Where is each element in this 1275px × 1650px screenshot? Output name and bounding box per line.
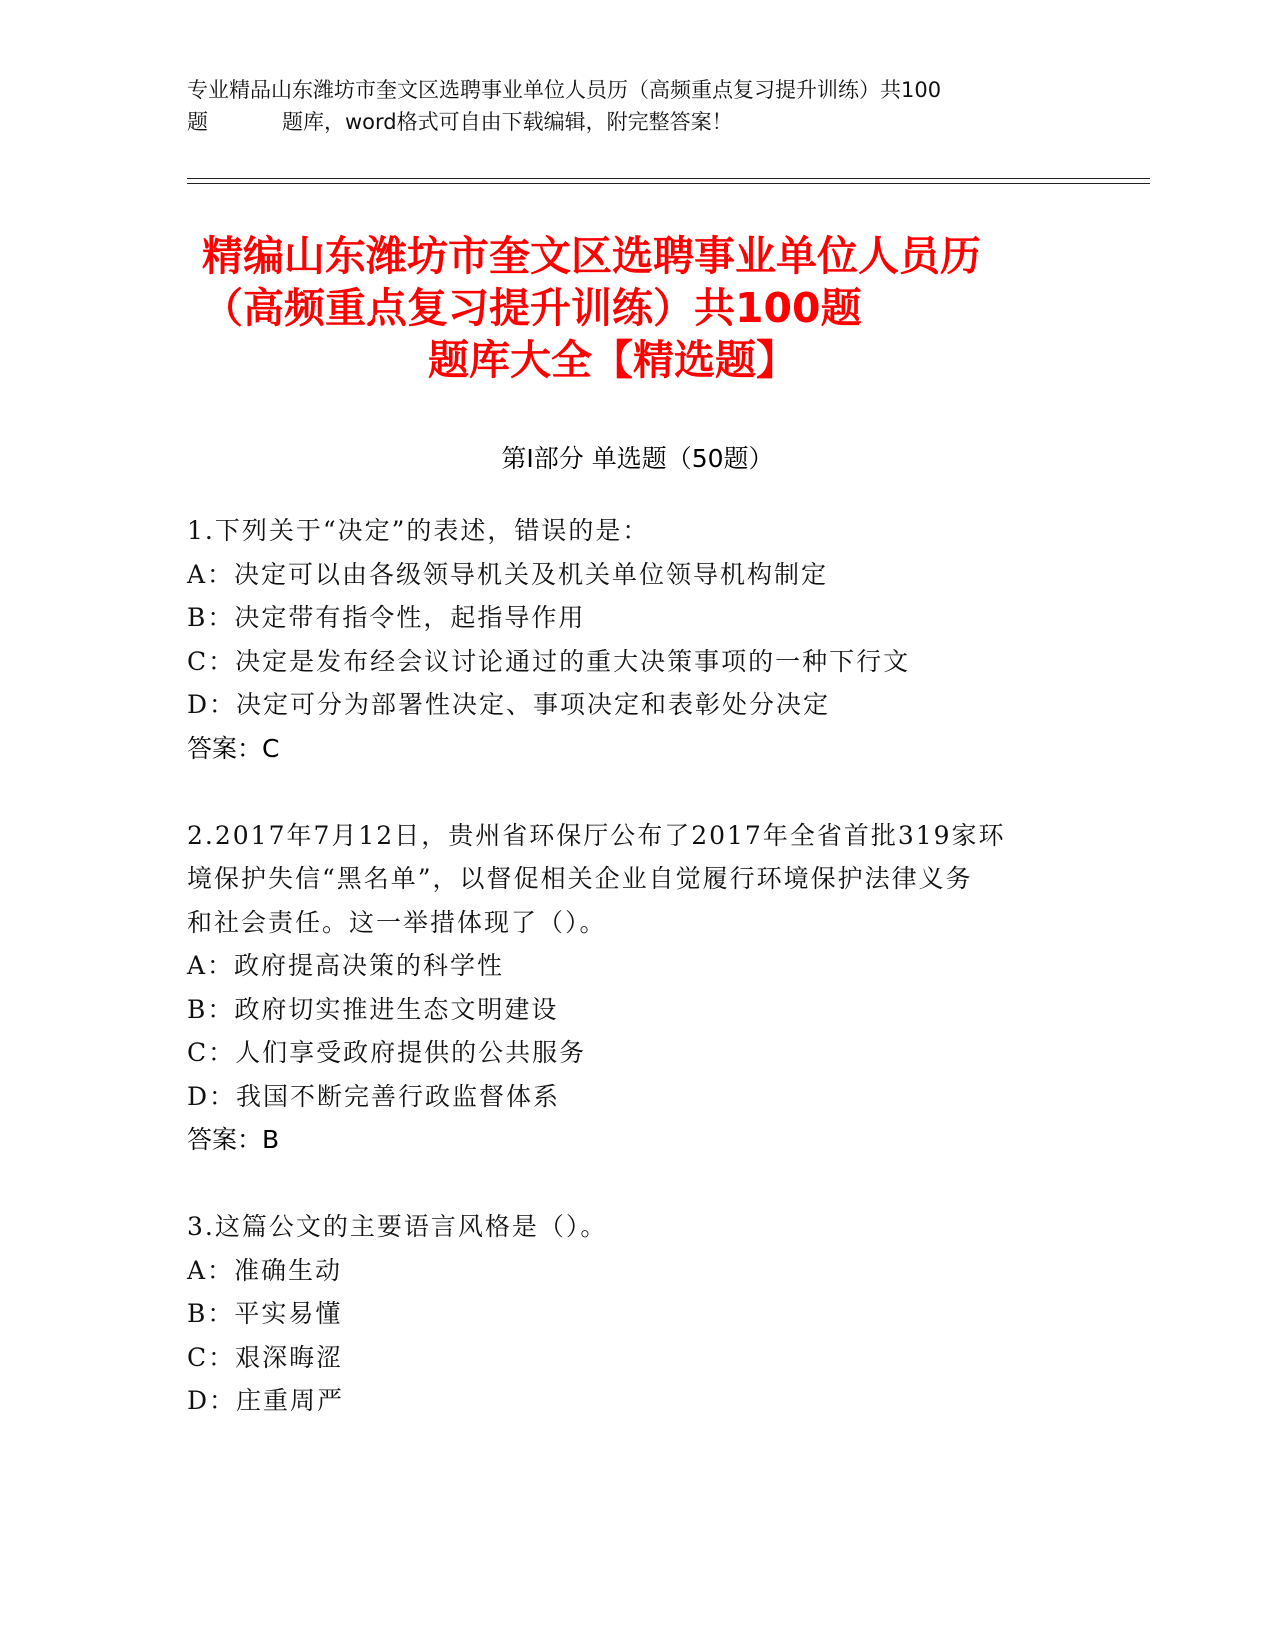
question-2-option-a: A：政府提高决策的科学性 xyxy=(187,951,505,980)
question-1-option-b: B：决定带有指令性，起指导作用 xyxy=(187,603,586,632)
header-divider-bottom xyxy=(187,183,1150,184)
question-2-stem-line-3: 和社会责任。这一举措体现了（）。 xyxy=(187,908,607,937)
header-line-2-text: 题库，word格式可自由下载编辑，附完整答案！ xyxy=(282,110,733,134)
question-2-option-b: B：政府切实推进生态文明建设 xyxy=(187,995,559,1024)
question-1-option-c: C：决定是发布经会议讨论通过的重大决策事项的一种下行文 xyxy=(187,647,911,676)
question-3-option-d: D：庄重周严 xyxy=(187,1386,345,1415)
header-line-2-prefix: 题 xyxy=(187,110,208,134)
section-title: 第Ⅰ部分 单选题（50题） xyxy=(501,444,774,473)
header-divider-top xyxy=(187,178,1150,179)
question-1-stem: 1.下列关于“决定”的表述，错误的是： xyxy=(187,516,650,545)
header-line-1: 专业精品山东潍坊市奎文区选聘事业单位人员历（高频重点复习提升训练）共100 xyxy=(187,78,942,102)
question-2-stem-line-2: 境保护失信“黑名单”，以督促相关企业自觉履行环境保护法律义务 xyxy=(187,864,973,893)
question-3-stem: 3.这篇公文的主要语言风格是（）。 xyxy=(187,1212,608,1241)
document-title-line-3: 题库大全【精选题】 xyxy=(428,336,797,384)
question-2-option-d: D：我国不断完善行政监督体系 xyxy=(187,1082,561,1111)
question-1-option-d: D：决定可分为部署性决定、事项决定和表彰处分决定 xyxy=(187,690,831,719)
question-1-option-a: A：决定可以由各级领导机关及机关单位领导机构制定 xyxy=(187,560,829,589)
document-title-line-1: 精编山东潍坊市奎文区选聘事业单位人员历 xyxy=(202,232,981,280)
question-3-option-a: A：准确生动 xyxy=(187,1256,343,1285)
header-line-2 xyxy=(187,106,1067,138)
question-3-option-c: C：艰深晦涩 xyxy=(187,1343,344,1372)
question-1-answer: 答案：C xyxy=(187,734,280,763)
question-2-answer: 答案：B xyxy=(187,1125,280,1154)
document-title-line-2: （高频重点复习提升训练）共100题 xyxy=(202,284,862,332)
question-2-stem-line-1: 2.2017年7月12日，贵州省环保厅公布了2017年全省首批319家环 xyxy=(187,821,1006,850)
question-2-option-c: C：人们享受政府提供的公共服务 xyxy=(187,1038,587,1067)
question-3-option-b: B：平实易懂 xyxy=(187,1299,343,1328)
